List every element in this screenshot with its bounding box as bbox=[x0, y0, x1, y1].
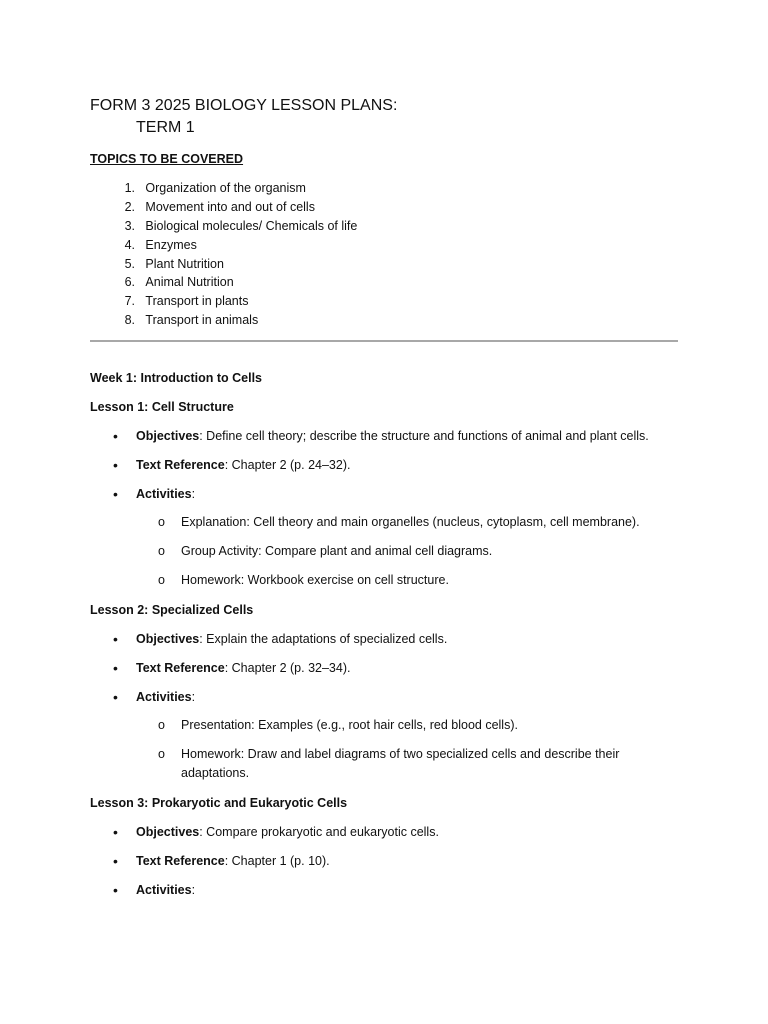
circle-bullet-icon: o bbox=[158, 718, 165, 732]
text-reference-label: Text Reference bbox=[136, 458, 225, 472]
text-reference-item bbox=[90, 851, 680, 871]
objectives-item bbox=[90, 426, 680, 446]
list-number: 5. bbox=[124, 256, 135, 271]
list-item-text: Plant Nutrition bbox=[145, 256, 224, 271]
objectives-item bbox=[90, 822, 680, 842]
list-item bbox=[90, 179, 357, 198]
list-item bbox=[90, 217, 357, 236]
activities-item bbox=[90, 484, 680, 504]
lesson-heading: Lesson 1: Cell Structure bbox=[90, 400, 234, 414]
circle-bullet-icon: o bbox=[158, 544, 165, 558]
week-heading: Week 1: Introduction to Cells bbox=[90, 371, 263, 385]
text-reference-text: : Chapter 2 (p. 32–34). bbox=[224, 661, 351, 675]
objectives-text: : Compare prokaryotic and eukaryotic cells. bbox=[199, 825, 439, 839]
list-item-text: Enzymes bbox=[145, 237, 197, 252]
week-section bbox=[90, 368, 680, 909]
bullet-icon: • bbox=[113, 428, 118, 444]
text-reference-text: : Chapter 1 (p. 10). bbox=[224, 854, 330, 868]
list-number: 2. bbox=[124, 199, 135, 214]
text-reference-item bbox=[90, 658, 680, 678]
list-item-text: Transport in plants bbox=[145, 294, 249, 309]
activity-text: Group Activity: Compare plant and animal cell diagrams. bbox=[181, 544, 493, 558]
objectives-text: : Define cell theory; describe the structure and functions of animal and plant cells. bbox=[199, 429, 649, 443]
activities-item bbox=[90, 687, 680, 707]
circle-bullet-icon: o bbox=[158, 573, 165, 587]
title-line-1: FORM 3 2025 BIOLOGY LESSON PLANS: bbox=[90, 97, 398, 114]
activities-label: Activities bbox=[136, 690, 192, 704]
activities-colon: : bbox=[191, 883, 196, 897]
bullet-icon: • bbox=[113, 631, 118, 647]
document-title bbox=[90, 95, 397, 139]
objectives-label: Objectives bbox=[136, 429, 200, 443]
bullet-icon: • bbox=[113, 882, 118, 898]
objectives-label: Objectives bbox=[136, 825, 200, 839]
list-item bbox=[90, 255, 357, 274]
bullet-icon: • bbox=[113, 853, 118, 869]
circle-bullet-icon: o bbox=[158, 747, 165, 761]
text-reference-text: : Chapter 2 (p. 24–32). bbox=[224, 458, 351, 472]
activities-label: Activities bbox=[136, 487, 192, 501]
title-line-2: TERM 1 bbox=[136, 119, 195, 136]
list-item-text: Animal Nutrition bbox=[145, 275, 234, 290]
activity-text: Homework: Draw and label diagrams of two specialized cells and describe their adaptations. bbox=[181, 747, 620, 780]
bullet-icon: • bbox=[113, 689, 118, 705]
activities-colon: : bbox=[191, 487, 196, 501]
activity-item bbox=[90, 745, 680, 783]
activity-item bbox=[90, 542, 680, 561]
activity-item bbox=[90, 571, 680, 590]
list-item-text: Biological molecules/ Chemicals of life bbox=[145, 218, 358, 233]
objectives-text: : Explain the adaptations of specialized cells. bbox=[199, 632, 448, 646]
activity-item bbox=[90, 513, 680, 532]
topics-list bbox=[90, 179, 357, 330]
list-number: 8. bbox=[124, 313, 135, 328]
list-number: 1. bbox=[124, 181, 135, 195]
topics-heading: TOPICS TO BE COVERED bbox=[90, 152, 244, 166]
list-number: 6. bbox=[124, 275, 135, 290]
bullet-icon: • bbox=[113, 824, 118, 840]
text-reference-label: Text Reference bbox=[136, 661, 225, 675]
bullet-icon: • bbox=[113, 660, 118, 676]
list-item bbox=[90, 292, 357, 311]
objectives-label: Objectives bbox=[136, 632, 200, 646]
activity-text: Homework: Workbook exercise on cell structure. bbox=[181, 573, 449, 587]
horizontal-divider bbox=[90, 340, 678, 342]
list-item bbox=[90, 311, 357, 330]
activity-text: Explanation: Cell theory and main organelles (nucleus, cytoplasm, cell membrane). bbox=[181, 515, 640, 529]
text-reference-label: Text Reference bbox=[136, 854, 225, 868]
text-reference-item bbox=[90, 455, 680, 475]
circle-bullet-icon: o bbox=[158, 515, 165, 529]
list-item-text: Organization of the organism bbox=[145, 181, 306, 195]
activity-text: Presentation: Examples (e.g., root hair cells, red blood cells). bbox=[181, 718, 518, 732]
bullet-icon: • bbox=[113, 457, 118, 473]
lesson-heading: Lesson 2: Specialized Cells bbox=[90, 603, 254, 617]
lesson-heading: Lesson 3: Prokaryotic and Eukaryotic Cells bbox=[90, 796, 348, 810]
list-item bbox=[90, 198, 357, 217]
objectives-item bbox=[90, 629, 680, 649]
list-item-text: Transport in animals bbox=[145, 313, 259, 328]
list-item bbox=[90, 273, 357, 292]
list-number: 3. bbox=[124, 218, 135, 233]
list-number: 4. bbox=[124, 237, 135, 252]
list-number: 7. bbox=[124, 294, 135, 309]
activities-item bbox=[90, 880, 680, 900]
list-item-text: Movement into and out of cells bbox=[145, 199, 315, 214]
bullet-icon: • bbox=[113, 486, 118, 502]
activity-item bbox=[90, 716, 680, 735]
list-item bbox=[90, 236, 357, 255]
activities-label: Activities bbox=[136, 883, 192, 897]
activities-colon: : bbox=[191, 690, 196, 704]
